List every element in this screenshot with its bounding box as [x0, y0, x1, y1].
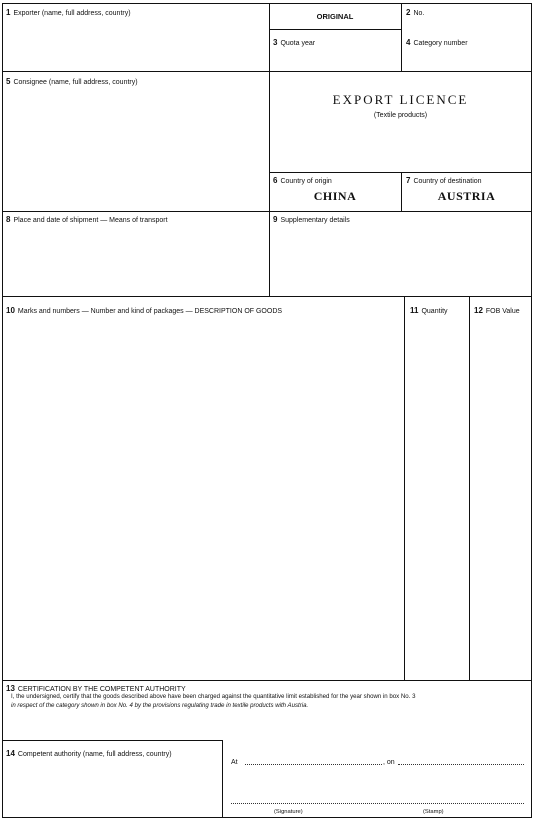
- divider-original: [269, 29, 401, 30]
- stamp-caption: (Stamp): [423, 809, 444, 815]
- frame-bottom: [2, 817, 532, 818]
- frame-left: [2, 3, 3, 818]
- box4-label: 4 Category number: [406, 38, 468, 47]
- country-of-origin-value: CHINA: [313, 189, 357, 203]
- box10-label: 10 Marks and numbers — Number and kind of packages — DESCRIPTION OF GOODS: [6, 306, 283, 315]
- divider-fob: [469, 296, 470, 680]
- divider-box10: [2, 296, 532, 297]
- box14-label: 14 Competent authority (name, full address, country): [6, 749, 172, 758]
- export-licence-subtitle: (Textile products): [373, 112, 428, 119]
- frame-right: [531, 3, 532, 818]
- certification-line-2: in respect of the category shown in box No. 4 by the provisions regulating trade in textile products with Austria.: [11, 702, 309, 709]
- at-place-line: [245, 764, 382, 765]
- divider-box14: [2, 740, 223, 741]
- box3-label: 3 Quota year: [273, 38, 316, 47]
- divider-box8: [2, 211, 532, 212]
- box1-label: 1 Exporter (name, full address, country): [6, 8, 131, 17]
- box5-label: 5 Consignee (name, full address, country): [6, 77, 138, 86]
- divider-mid-top: [269, 3, 270, 296]
- divider-quantity: [404, 296, 405, 680]
- box12-label: 12 FOB Value: [474, 306, 520, 315]
- box13-label: 13 CERTIFICATION BY THE COMPETENT AUTHORITY: [6, 684, 186, 693]
- on-date-line: [398, 764, 524, 765]
- signature-caption: (Signature): [274, 809, 303, 815]
- divider-right-top: [401, 3, 402, 72]
- original-label: ORIGINAL: [316, 12, 354, 21]
- export-licence-title: EXPORT LICENCE: [332, 92, 469, 107]
- box8-label: 8 Place and date of shipment — Means of transport: [6, 215, 168, 224]
- frame-top: [2, 3, 532, 4]
- divider-box5: [2, 71, 269, 72]
- box6-label: 6 Country of origin: [273, 176, 332, 185]
- country-of-destination-value: AUSTRIA: [437, 189, 496, 203]
- box11-label: 11 Quantity: [410, 306, 448, 315]
- divider-box3: [269, 71, 532, 72]
- divider-box14-right: [222, 740, 223, 817]
- divider-box13: [2, 680, 532, 681]
- on-label: , on: [383, 759, 395, 766]
- box7-label: 7 Country of destination: [406, 176, 482, 185]
- certification-line-1: I, the undersigned, certify that the goods described above have been charged against the quantitative limit established for the year shown in box No. 3: [11, 693, 416, 700]
- box2-label: 2 No.: [406, 8, 425, 17]
- at-label: At: [231, 759, 238, 766]
- signature-line: [231, 803, 524, 804]
- box9-label: 9 Supplementary details: [273, 215, 350, 224]
